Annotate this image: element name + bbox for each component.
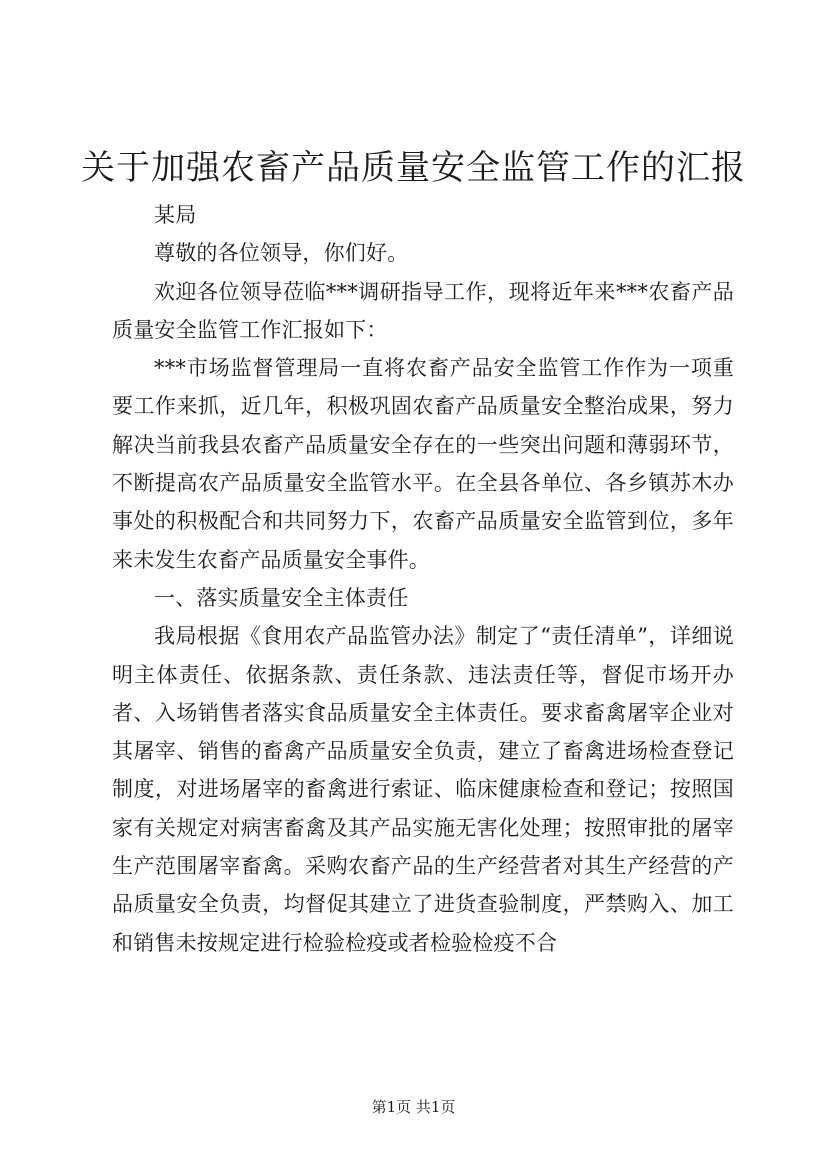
section-1-paragraph: 我局根据《食用农产品监管办法》制定了“责任清单”，详细说明主体责任、依据条款、责任条款、违法责任等，督促市场开办者、入场销售者落实食品质量安全主体责任。要求畜禽屠宰企业对其屠宰、销售的畜禽产品质量安全负责，建立了畜禽进场检查登记制度，对进场屠宰的畜禽进行索证、临床健康检查和登记；按照国家有关规定对病害畜禽及其产品实施无害化处理；按照审批的屠宰生产范围屠宰畜禽。采购农畜产品的生产经营者对其生产经营的产品质量安全负责，均督促其建立了进货查验制度，严禁购入、加工和销售未按规定进行检验检疫或者检验检疫不合 — [112, 624, 734, 955]
page-footer: 第1页 共1页 — [371, 1098, 456, 1116]
document-title: 关于加强农畜产品质量安全监管工作的汇报 — [81, 148, 746, 188]
section-heading-1: 一、落实质量安全主体责任 — [154, 585, 409, 610]
greeting: 尊敬的各位领导，你们好。 — [154, 241, 409, 266]
document-body — [112, 196, 734, 962]
salutation-org: 某局 — [154, 203, 197, 227]
intro-paragraph: 欢迎各位领导莅临***调研指导工作，现将近年来***农畜产品质量安全监管工作汇报如下： — [112, 279, 734, 342]
overview-paragraph: ***市场监督管理局一直将农畜产品安全监管工作作为一项重要工作来抓，近几年，积极巩固农畜产品质量安全整治成果，努力解决当前我县农畜产品质量安全存在的一些突出问题和薄弱环节，不断提高农产品质量安全监管水平。在全县各单位、各乡镇苏木办事处的积极配合和共同努力下，农畜产品质量安全监管到位，多年来未发生农畜产品质量安全事件。 — [112, 356, 734, 572]
